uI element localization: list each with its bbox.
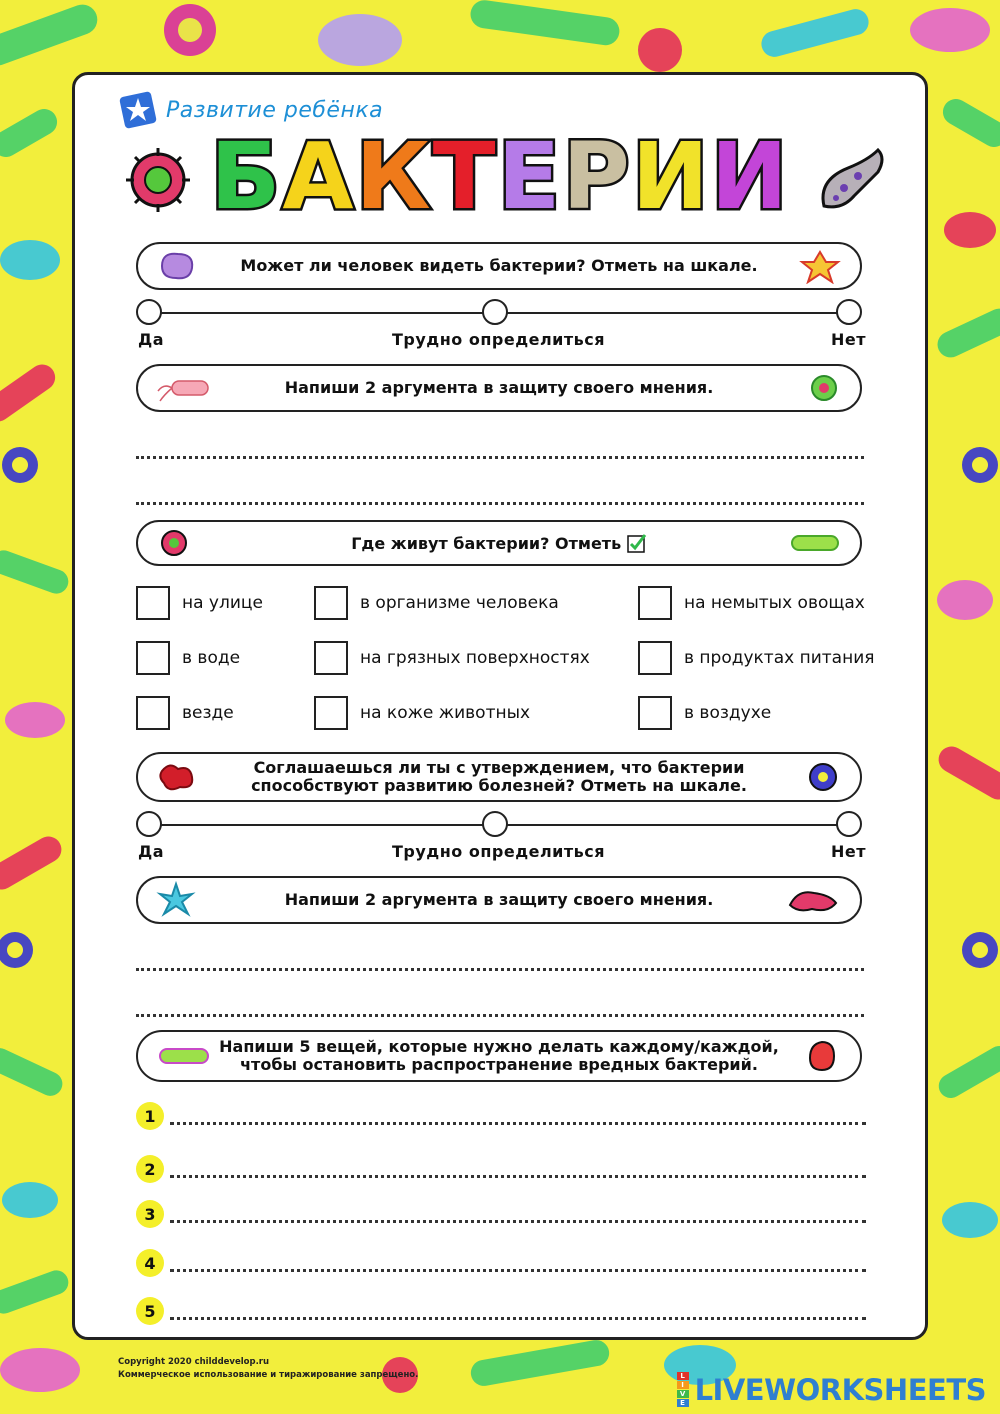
checkbox[interactable]: [638, 586, 672, 620]
liveworksheets-watermark: [677, 1372, 986, 1407]
answer-number: 5: [136, 1297, 164, 1325]
habitat-option-label: на немытых овощах: [684, 593, 865, 613]
answer-line[interactable]: [170, 1122, 866, 1125]
scale-2-option-unsure[interactable]: [482, 811, 508, 837]
question-1: [136, 242, 862, 290]
answer-number: 1: [136, 1102, 164, 1130]
virus-icon: [156, 525, 192, 561]
habitat-option[interactable]: [136, 696, 234, 730]
answer-line-2a[interactable]: [136, 456, 864, 459]
habitat-option[interactable]: [136, 586, 263, 620]
habitat-option[interactable]: [314, 696, 530, 730]
habitat-option-label: в организме человека: [360, 593, 559, 613]
habitat-option[interactable]: [314, 586, 559, 620]
question-3: [136, 520, 862, 566]
brand-logo-icon: [118, 90, 158, 130]
brand: [118, 90, 383, 130]
habitat-option[interactable]: [638, 641, 874, 675]
scale-1-option-no[interactable]: [836, 299, 862, 325]
bacillus-icon: [784, 883, 842, 917]
question-2-text: Напиши 2 аргумента в защиту своего мнения.: [284, 378, 714, 397]
title-letter: Р: [562, 126, 632, 230]
answer-line-2b[interactable]: [136, 502, 864, 505]
scale-1-label-yes: Да: [138, 330, 165, 349]
answer-number: 4: [136, 1249, 164, 1277]
checkbox[interactable]: [136, 586, 170, 620]
copyright-line: Copyright 2020 childdevelop.ru: [118, 1357, 270, 1367]
title-letter: Т: [432, 126, 498, 230]
numbered-answer-row[interactable]: [136, 1200, 866, 1230]
habitat-option[interactable]: [638, 696, 771, 730]
bacterium-icon: [156, 373, 212, 403]
question-6-text: Напиши 5 вещей, которые нужно делать каждому/каждой, чтобы остановить распространение вредных бактерий.: [219, 1037, 779, 1074]
blood-cell-icon: [156, 759, 198, 795]
habitat-option-label: на коже животных: [360, 703, 531, 723]
question-5: [136, 876, 862, 924]
habitat-option-label: в воздухе: [684, 703, 772, 723]
title-letter: К: [355, 126, 433, 230]
answer-line-5a[interactable]: [136, 968, 864, 971]
numbered-answer-row[interactable]: [136, 1155, 866, 1185]
svg-text:БАКТЕРИИ: [210, 126, 790, 230]
question-3-text: [351, 533, 647, 553]
habitat-option-label: в воде: [182, 648, 241, 668]
answer-number: 2: [136, 1155, 164, 1183]
checkbox[interactable]: [314, 696, 348, 730]
scale-1-option-unsure[interactable]: [482, 299, 508, 325]
habitat-option-label: в продуктах питания: [684, 648, 875, 668]
habitat-option-label: на улице: [182, 593, 263, 613]
habitat-option-label: везде: [182, 703, 234, 723]
answer-line[interactable]: [170, 1220, 866, 1223]
page-title: [200, 126, 800, 230]
title-letter: И: [631, 126, 711, 230]
virus-icon: [804, 758, 842, 796]
bacillus-icon: [156, 1040, 212, 1072]
checkbox[interactable]: [314, 641, 348, 675]
title-letter: А: [282, 126, 356, 230]
habitat-option-label: на грязных поверхностях: [360, 648, 590, 668]
virus-icon: [802, 1036, 842, 1076]
numbered-answer-row[interactable]: [136, 1249, 866, 1279]
scale-1-label-no: Нет: [830, 330, 866, 349]
checkbox[interactable]: [314, 586, 348, 620]
scale-2[interactable]: [136, 811, 866, 871]
title-letter: Б: [210, 126, 283, 230]
copyright: [118, 1356, 418, 1382]
answer-line[interactable]: [170, 1317, 866, 1320]
answer-line[interactable]: [170, 1269, 866, 1272]
answer-line-5b[interactable]: [136, 1014, 864, 1017]
question-4-text: Соглашаешься ли ты с утверждением, что бактерии способствуют развитию болезней? Отметь на шкале.: [251, 758, 747, 795]
question-5-text: Напиши 2 аргумента в защиту своего мнения.: [284, 890, 714, 909]
checkbox[interactable]: [136, 641, 170, 675]
bacillus-icon: [788, 528, 842, 558]
habitat-option[interactable]: [136, 641, 240, 675]
question-2: [136, 364, 862, 412]
question-3-label: Где живут бактерии? Отметь: [351, 534, 622, 553]
checkbox[interactable]: [638, 696, 672, 730]
numbered-answer-row[interactable]: [136, 1297, 866, 1327]
scale-2-label-yes: Да: [138, 842, 165, 861]
scale-2-option-yes[interactable]: [136, 811, 162, 837]
checkmark-icon: [627, 533, 647, 553]
checkbox[interactable]: [136, 696, 170, 730]
virus-icon: [806, 370, 842, 406]
brand-name: Развитие ребёнка: [166, 97, 384, 123]
scale-2-label-no: Нет: [830, 842, 866, 861]
spore-icon: [156, 880, 196, 920]
scale-1-label-unsure: Трудно определиться: [392, 330, 606, 349]
watermark-tag-icon: L I V E: [677, 1372, 689, 1407]
spore-icon: [798, 248, 842, 284]
scale-1-option-yes[interactable]: [136, 299, 162, 325]
amoeba-icon: [156, 248, 200, 284]
answer-line[interactable]: [170, 1175, 866, 1178]
habitat-option[interactable]: [314, 641, 590, 675]
numbered-answer-row[interactable]: [136, 1102, 866, 1132]
title-letter: И: [710, 126, 790, 230]
virus-icon: [120, 142, 196, 218]
question-4: [136, 752, 862, 802]
bacillus-icon: [808, 140, 892, 224]
checkbox[interactable]: [638, 641, 672, 675]
scale-2-label-unsure: Трудно определиться: [392, 842, 606, 861]
scale-1[interactable]: [136, 299, 866, 359]
question-1-text: Может ли человек видеть бактерии? Отметь на шкале.: [240, 256, 758, 275]
scale-2-option-no[interactable]: [836, 811, 862, 837]
question-6: [136, 1030, 862, 1082]
habitat-option[interactable]: [638, 586, 865, 620]
title-letter: Е: [497, 126, 563, 230]
copyright-notice: Коммерческое использование и тиражирование запрещено.: [118, 1370, 419, 1380]
watermark-text: LIVEWORKSHEETS: [694, 1372, 986, 1407]
answer-number: 3: [136, 1200, 164, 1228]
